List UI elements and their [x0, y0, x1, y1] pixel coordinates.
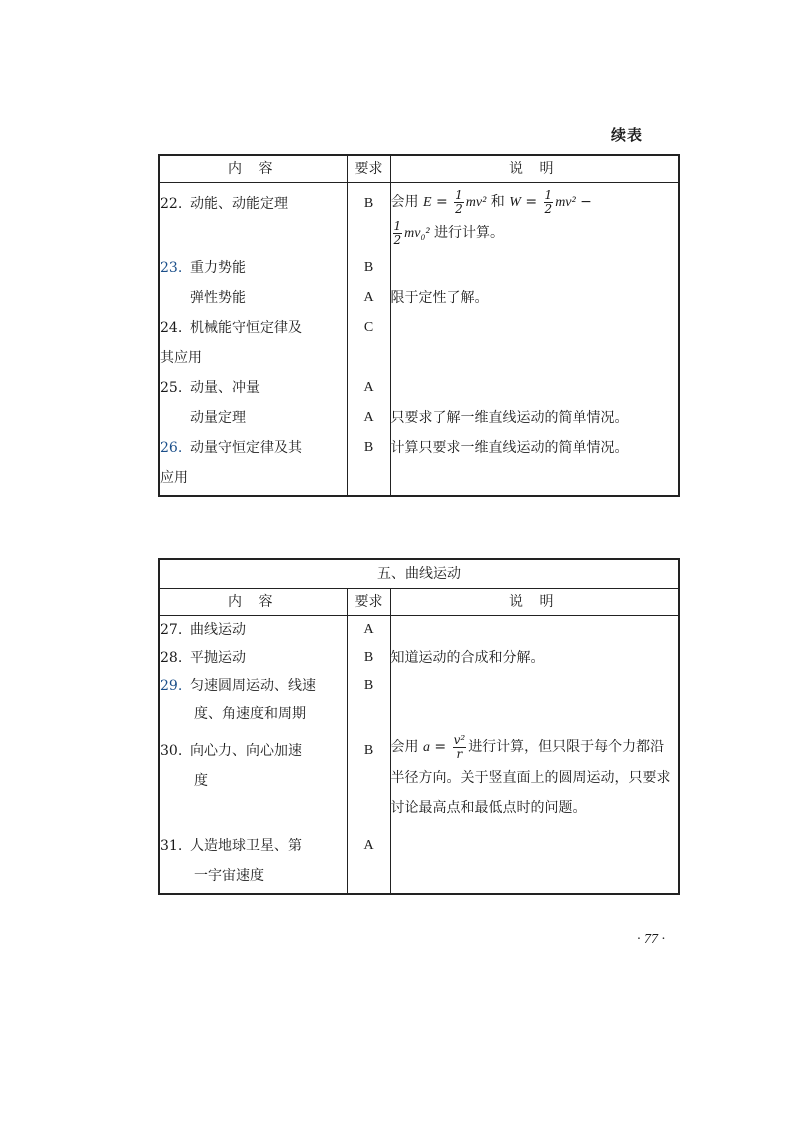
fraction-half: $\frac{1}{2}$ — [544, 187, 553, 216]
page-number: · 77 · — [637, 932, 665, 947]
formula-description: 会用 E = $\frac{1}{2}$ mv² 和 W = $\frac{1}{2}$ mv² − $\frac{1}{2}$ mv₀² 进行计算。 — [390, 183, 679, 254]
table-row: 28. 平抛运动 B 知道运动的合成和分解。 — [159, 644, 679, 672]
table-row: 弹性势能 A 限于定性了解。 — [159, 283, 679, 313]
table-row: 30. 向心力、向心加速 度 B 会用 a = $\frac{\text{v²}}{r}$ 进行计算，但只限于每个力都沿半径方向。关于竖直面上的圆周运动，只要求讨论最高点和最低点时的问题。 — [159, 728, 679, 829]
header-content: 内 容 — [159, 155, 347, 183]
fraction-half: $\frac{1}{2}$ — [393, 218, 402, 247]
table-row: 22. 动能、动能定理 B 会用 E = $\frac{1}{2}$ mv² 和 W = $\frac{1}{2}$ mv² − $\frac{1}{2}$ mv₀² 进行计算。 — [159, 183, 679, 254]
requirements-table-2 — [158, 558, 680, 895]
table-row: 23. 重力势能 B — [159, 253, 679, 283]
table-row: 26. 动量守恒定律及其 应用 B 计算只要求一维直线运动的简单情况。 — [159, 433, 679, 496]
requirements-table-1 — [158, 154, 680, 497]
table-row: 25. 动量、冲量 A — [159, 373, 679, 403]
header-requirement: 要求 — [347, 155, 390, 183]
table-row: 29. 匀速圆周运动、线速 度、角速度和周期 B — [159, 672, 679, 728]
header-explanation: 说 明 — [390, 589, 679, 616]
section-title: 五、曲线运动 — [159, 559, 679, 589]
table-row: 27. 曲线运动 A — [159, 616, 679, 645]
table-row: 31. 人造地球卫星、第 一宇宙速度 A — [159, 829, 679, 894]
header-requirement: 要求 — [347, 589, 390, 616]
header-content: 内 容 — [159, 589, 347, 616]
header-explanation: 说 明 — [390, 155, 679, 183]
table-row: 动量定理 A 只要求了解一维直线运动的简单情况。 — [159, 403, 679, 433]
continued-label: 续表 — [610, 126, 643, 144]
fraction-v2-over-r: $\frac{\text{v²}}{r}$ — [453, 732, 466, 761]
table-row: 24. 机械能守恒定律及 其应用 C — [159, 313, 679, 373]
formula-description: 会用 a = $\frac{\text{v²}}{r}$ 进行计算，但只限于每个力都沿半径方向。关于竖直面上的圆周运动，只要求讨论最高点和最低点时的问题。 — [390, 728, 679, 829]
fraction-half: $\frac{1}{2}$ — [455, 187, 463, 216]
